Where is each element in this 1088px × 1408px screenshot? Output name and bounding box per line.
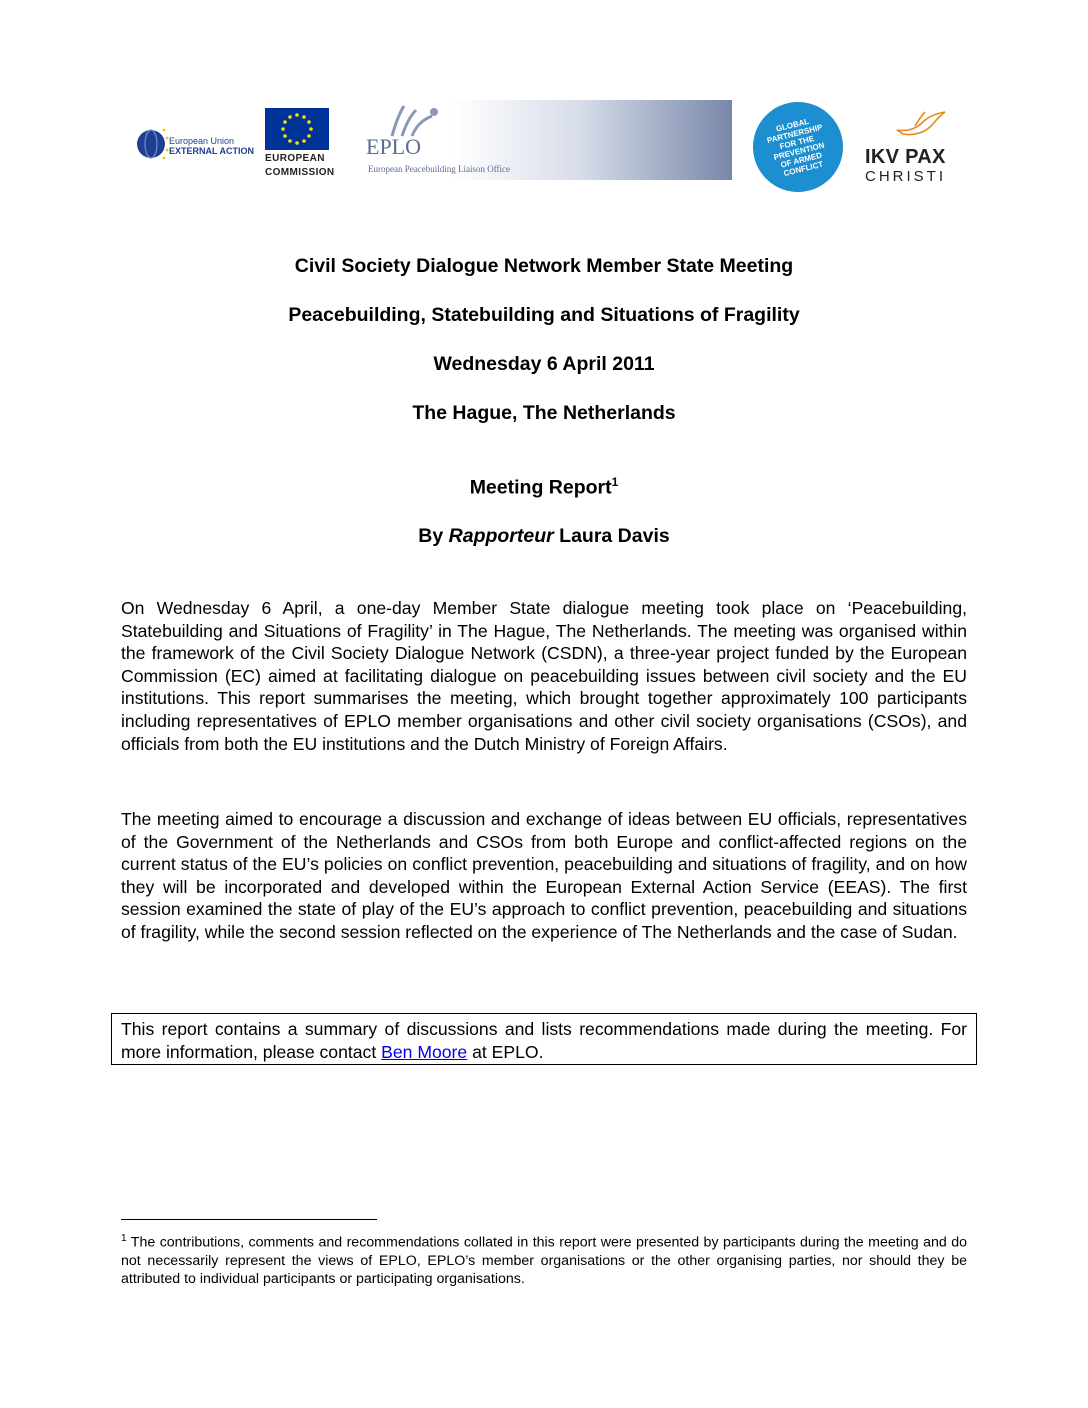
- gppac-badge: [743, 92, 852, 201]
- eu-flag-icon: [265, 108, 329, 150]
- eplo-logo: [362, 100, 732, 182]
- meeting-location: The Hague, The Netherlands: [412, 402, 676, 424]
- contact-note-text: This report contains a summary of discussions and lists recommendations made during the meeting. For more information, please contact: [121, 1019, 967, 1062]
- body-paragraph: The meeting aimed to encourage a discussion and exchange of ideas between EU officials, representatives of the Government of the Netherlands and CSOs from both Europe and conflict-affected regions on the current status of the EU’s policies on conflict prevention, peacebuilding and situations of fragility, and on how they will be incorporated and developed within the European External Action Service (EEAS). The first session examined the state of play of the EU’s approach to conflict prevention, peacebuilding and situations of fragility, while the second session reflected on the experience of The Netherlands and the case of Sudan.: [121, 809, 967, 942]
- report-heading: [0, 475, 1088, 500]
- gppac-text: GLOBAL PARTNERSHIP FOR THE PREVENTION OF ARMED CONFLICT: [766, 116, 826, 179]
- footnote: [121, 1230, 967, 1288]
- footnote-divider: [121, 1219, 377, 1220]
- gppac-logo: [753, 102, 843, 192]
- ikv-line1: IKV PAX: [865, 146, 946, 168]
- ikv-pax-christi-logo: [865, 110, 955, 190]
- logo-row: [130, 96, 960, 196]
- contact-note-box: [111, 1013, 977, 1065]
- meeting-subtitle: Peacebuilding, Statebuilding and Situations of Fragility: [288, 304, 800, 326]
- european-commission-logo: [265, 108, 335, 188]
- ec-line2: COMMISSION: [265, 167, 335, 178]
- author-line: [0, 525, 1088, 548]
- dove-icon: [895, 110, 947, 138]
- footnote-ref[interactable]: 1: [611, 475, 619, 489]
- footnote-mark: 1: [121, 1233, 127, 1244]
- rapporteur-label: Rapporteur: [448, 525, 554, 547]
- contact-link[interactable]: Ben Moore: [381, 1041, 468, 1062]
- by-label: By: [418, 525, 444, 547]
- eeas-line1: European Union: [169, 136, 235, 146]
- author-name: Laura Davis: [559, 525, 670, 547]
- eeas-logo: [135, 120, 255, 170]
- contact-note-tail: at EPLO.: [467, 1041, 544, 1062]
- meeting-title: Civil Society Dialogue Network Member State Meeting: [294, 255, 794, 277]
- eplo-subtitle: European Peacebuilding Liaison Office: [368, 164, 511, 174]
- ec-line1: EUROPEAN: [265, 153, 325, 164]
- eplo-figure-icon: [382, 102, 442, 138]
- eeas-globe-icon: [135, 120, 169, 168]
- eplo-name: EPLO: [366, 134, 421, 159]
- eeas-line2: EXTERNAL ACTION: [169, 146, 255, 156]
- eeas-wordmark: [169, 136, 254, 156]
- ec-wordmark: [265, 152, 335, 180]
- report-heading-text: Meeting Report: [469, 476, 612, 499]
- ikv-line2: CHRISTI: [865, 168, 946, 185]
- footnote-text: The contributions, comments and recommendations collated in this report were presented by participants during the meeting and do not necessarily represent the views of EPLO, EPLO’s member organisations or the other organising parties, nor should they be attributed to individual participants or participating organisations.: [121, 1234, 967, 1287]
- meeting-date: Wednesday 6 April 2011: [433, 353, 655, 375]
- body-paragraph: On Wednesday 6 April, a one-day Member State dialogue meeting took place on ‘Peacebuilding, Statebuilding and Situations of Fragility’ in The Hague, The Netherlands. The meeting was organised within the framework of the Civil Society Dialogue Network (CSDN), a three-year project funded by the European Commission (EC) aimed at facilitating dialogue on peacebuilding issues between civil society and the EU institutions. This report summarises the meeting, which brought together approximately 100 participants including representatives of EPLO member organisations and other civil society organisations (CSOs), and officials from both the EU institutions and the Dutch Ministry of Foreign Affairs.: [121, 598, 967, 754]
